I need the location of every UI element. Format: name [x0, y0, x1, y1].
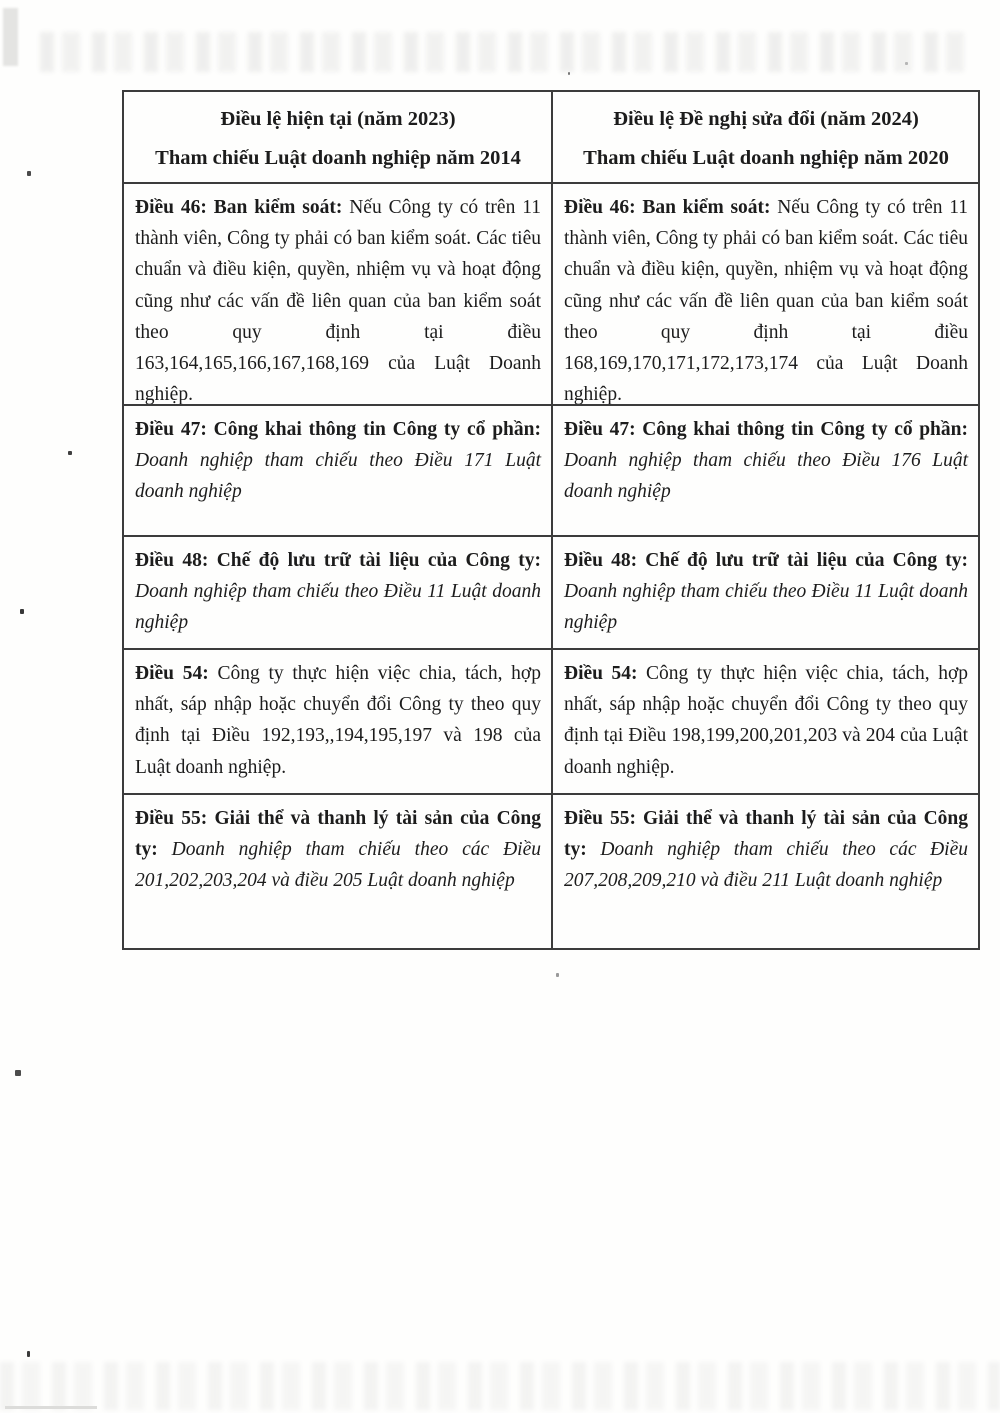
article-48-left-body: Doanh nghiệp tham chiếu theo Điều 11 Luật doanh nghiệp [135, 581, 541, 634]
article-54-left-body: Công ty thực hiện việc chia, tách, hợp nhất, sáp nhập hoặc chuyển đổi Công ty theo quy định tại Điều 192,193,,194,195,197 và 198 của Luật doanh nghiệp. [135, 663, 541, 778]
scan-speck [568, 72, 570, 75]
cell-article-55-proposed [553, 795, 978, 948]
scan-speck [556, 973, 559, 977]
cell-article-54-proposed [553, 650, 978, 795]
scan-speck [27, 1351, 30, 1357]
scan-speck [20, 609, 24, 614]
article-47-right-title: Điều 47: Công khai thông tin Công ty cổ phần: [564, 419, 968, 440]
cell-article-47-current [124, 406, 553, 537]
article-54-left-title: Điều 54: [135, 663, 209, 684]
cell-article-47-proposed [553, 406, 978, 537]
cell-article-48-current [124, 537, 553, 650]
scan-speck [27, 171, 31, 176]
article-47-right-body: Doanh nghiệp tham chiếu theo Điều 176 Luật doanh nghiệp [564, 450, 968, 503]
article-46-right-title: Điều 46: Ban kiểm soát: [564, 197, 771, 218]
cell-article-55-current [124, 795, 553, 948]
header-right-line2: Tham chiếu Luật doanh nghiệp năm 2020 [583, 147, 949, 169]
scan-bottom-line [5, 1406, 97, 1409]
article-46-left-body: Nếu Công ty có trên 11 thành viên, Công ty phải có ban kiểm soát. Các tiêu chuẩn và điều kiện, quyền, nhiệm vụ và hoạt động cũng như các vấn đề liên quan của ban kiểm soát theo quy định tại điều 163,164,165,166,167,168,169 của Luật Doanh nghiệp. [135, 197, 541, 406]
cell-article-54-current [124, 650, 553, 795]
scan-speck [15, 1070, 21, 1076]
article-48-right-title: Điều 48: Chế độ lưu trữ tài liệu của Công ty: [564, 550, 968, 571]
article-46-left-title: Điều 46: Ban kiểm soát: [135, 197, 343, 218]
cell-article-46-proposed [553, 184, 978, 406]
header-right-line1: Điều lệ Đề nghị sửa đổi (năm 2024) [613, 108, 919, 130]
article-47-left-title: Điều 47: Công khai thông tin Công ty cổ phần: [135, 419, 541, 440]
scan-speck [905, 62, 908, 65]
article-47-left-body: Doanh nghiệp tham chiếu theo Điều 171 Luật doanh nghiệp [135, 450, 541, 503]
article-55-right-body: Doanh nghiệp tham chiếu theo các Điều 207,208,209,210 và điều 211 Luật doanh nghiệp [564, 839, 969, 892]
table-header-current-charter [124, 92, 553, 184]
cell-article-46-current [124, 184, 553, 406]
article-48-right-body: Doanh nghiệp tham chiếu theo Điều 11 Luật doanh nghiệp [564, 581, 968, 634]
cell-article-48-proposed [553, 537, 978, 650]
scan-bleedthrough-top [40, 32, 970, 72]
article-55-right-title: Điều 55: Giải thể và thanh lý tài sản của Công ty: [564, 808, 968, 861]
article-54-right-title: Điều 54: [564, 663, 638, 684]
header-left-line2: Tham chiếu Luật doanh nghiệp năm 2014 [155, 147, 521, 169]
header-left-line1: Điều lệ hiện tại (năm 2023) [220, 108, 456, 130]
article-55-left-title: Điều 55: Giải thể và thanh lý tài sản của Công ty: [135, 808, 541, 861]
article-55-left-body: Doanh nghiệp tham chiếu theo các Điều 201,202,203,204 và điều 205 Luật doanh nghiệp [135, 839, 542, 892]
article-46-right-body: Nếu Công ty có trên 11 thành viên, Công ty phải có ban kiểm soát. Các tiêu chuẩn và điều kiện, quyền, nhiệm vụ và hoạt động cũng như các vấn đề liên quan của ban kiểm soát theo quy định tại điều 168,169,170,171,172,173,174 của Luật Doanh nghiệp. [564, 197, 968, 406]
charter-comparison-table [122, 90, 980, 950]
scan-edge-smudge [3, 8, 18, 66]
table-header-proposed-charter [553, 92, 978, 184]
article-48-left-title: Điều 48: Chế độ lưu trữ tài liệu của Công ty: [135, 550, 541, 571]
scan-speck [68, 451, 72, 455]
article-54-right-body: Công ty thực hiện việc chia, tách, hợp nhất, sáp nhập hoặc chuyển đổi Công ty theo quy định tại Điều 198,199,200,201,203 và 204 của Luật doanh nghiệp. [564, 663, 968, 778]
scan-bleedthrough-bottom [0, 1362, 1000, 1410]
